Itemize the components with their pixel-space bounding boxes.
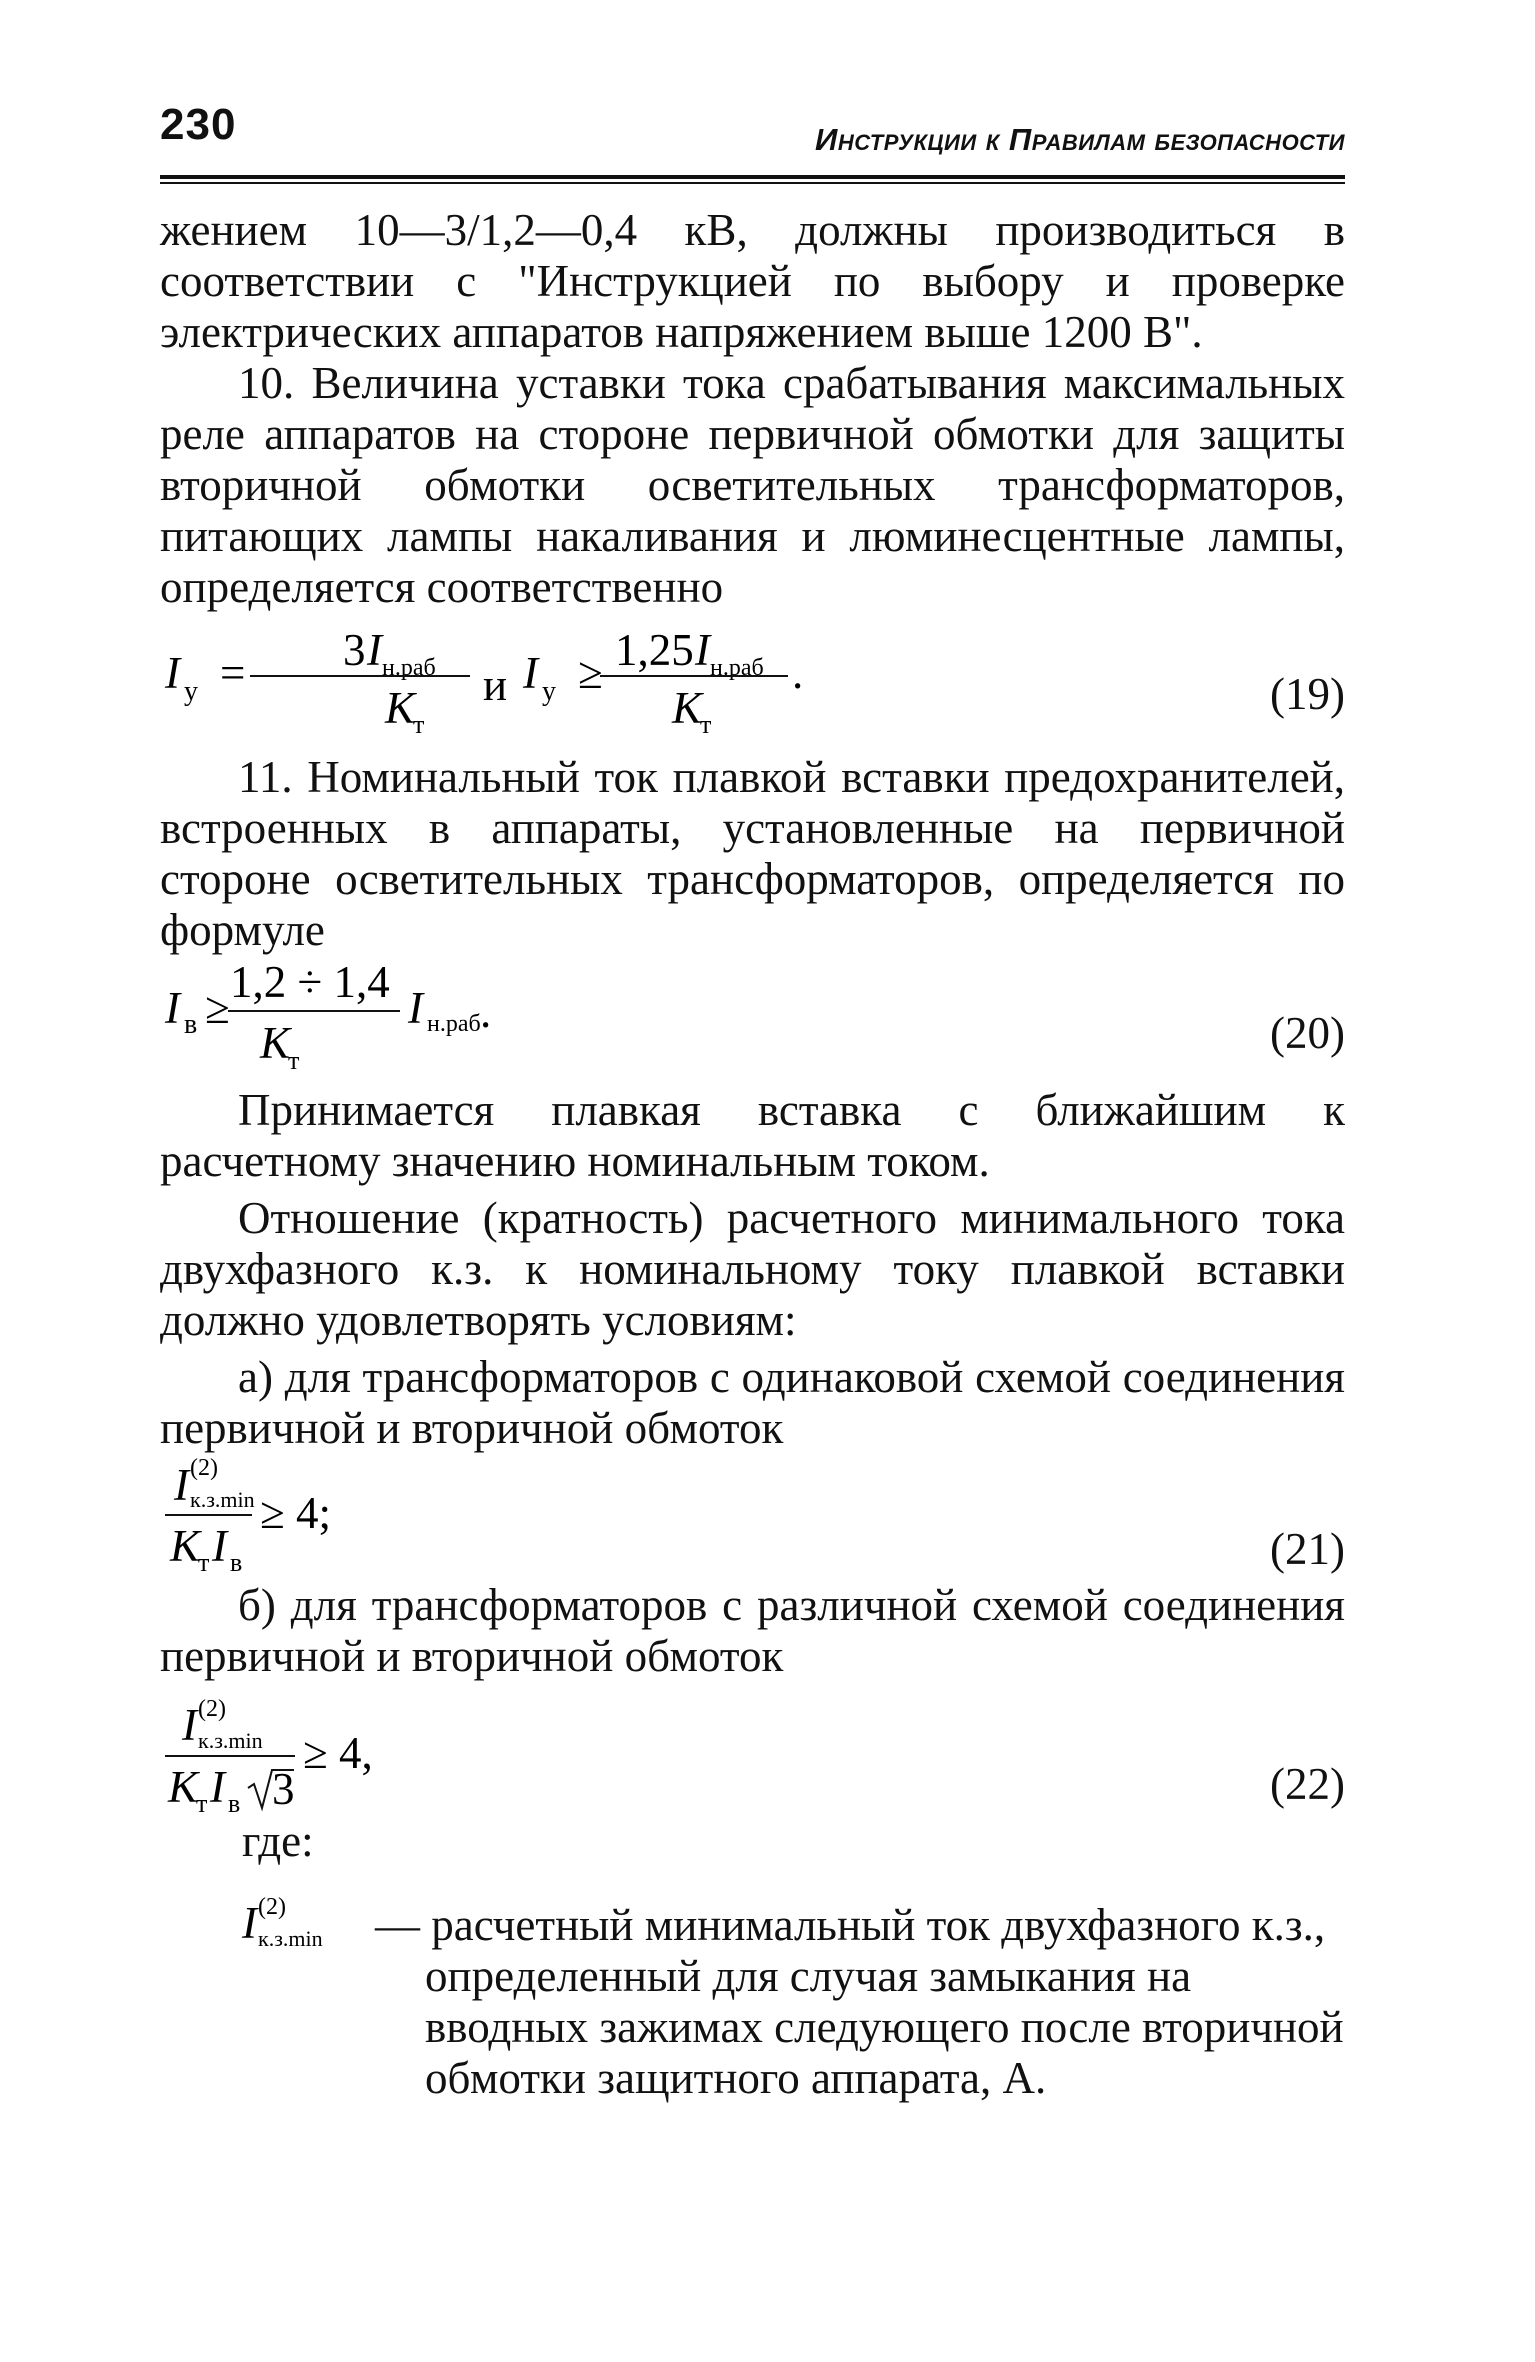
f19-lhs1-sub: у bbox=[184, 676, 198, 707]
header-rule bbox=[160, 175, 1345, 184]
where-label: где: bbox=[242, 1816, 314, 1866]
equation-number-19: (19) bbox=[1270, 669, 1345, 719]
formula-22 bbox=[160, 1690, 1345, 1818]
running-title: Инструкции к Правилам безопасности bbox=[815, 122, 1345, 157]
f20-rhs-sub: н.раб bbox=[427, 1011, 481, 1037]
paragraph-item-10: 10. Величина уставки тока срабатывания максимальных реле аппаратов на стороне первичной обмотки для защиты вторичной обмотки осветительных трансформаторов, питающих лампы накаливания и люминесцентные лампы, определяется соответственно bbox=[160, 358, 1345, 612]
paragraph-case-b: б) для трансформаторов с различной схемой соединения первичной и вторичной обмоток bbox=[160, 1580, 1345, 1681]
f19-num2-var: I bbox=[695, 625, 710, 675]
f19-num1-coef: 3 bbox=[343, 625, 366, 675]
f19-den1: K bbox=[385, 683, 416, 733]
f22-num-sub: к.з.min bbox=[198, 1728, 263, 1753]
formula-21 bbox=[160, 1445, 1345, 1577]
def-symbol-sup: (2) bbox=[258, 1894, 286, 1920]
f19-ge: ≥ bbox=[578, 648, 603, 698]
f20-rhs: I bbox=[408, 983, 423, 1033]
f21-den-i-sub: в bbox=[230, 1548, 243, 1577]
f21-num-var: I bbox=[174, 1460, 189, 1510]
page-number: 230 bbox=[160, 100, 237, 149]
definition-text: расчетный минимальный ток двухфазного к.з., определенный для случая замыкания на вводных зажимах следующего после вторичной обмотки защитного аппарата, А. bbox=[425, 1900, 1344, 2103]
definition-dash: — bbox=[375, 1900, 420, 1950]
formula-19 bbox=[160, 620, 1345, 739]
f22-num-sup: (2) bbox=[198, 1696, 226, 1722]
text-block-3 bbox=[160, 1085, 1345, 1454]
f22-den-i: I bbox=[210, 1762, 225, 1812]
equation-number-21: (21) bbox=[1270, 1524, 1345, 1574]
f19-num2-sub: н.раб bbox=[710, 655, 764, 681]
f20-num: 1,2 ÷ 1,4 bbox=[230, 957, 390, 1007]
f22-num-var: I bbox=[182, 1700, 197, 1750]
f19-eq: = bbox=[220, 648, 246, 698]
f20-den: K bbox=[260, 1018, 291, 1068]
paragraph-ratio: Отношение (кратность) расчетного минимального тока двухфазного к.з. к номинальному току плавкой вставки должно удовлетворять условиям: bbox=[160, 1193, 1345, 1345]
text-block-4 bbox=[160, 1580, 1345, 1682]
f19-den2: K bbox=[672, 683, 703, 733]
paragraph-continuation: жением 10—3/1,2—0,4 кВ, должны производиться в соответствии с "Инструкцией по выбору и проверке электрических аппаратов напряжением выше 1200 В". bbox=[160, 205, 1345, 357]
formula-21-svg bbox=[160, 1445, 1345, 1575]
f21-den-k: K bbox=[170, 1521, 201, 1571]
f20-ge: ≥ bbox=[205, 983, 230, 1033]
formula-22-svg bbox=[160, 1690, 1345, 1820]
f19-lhs2: I bbox=[523, 648, 538, 698]
formula-19-svg bbox=[160, 620, 1345, 739]
f22-rhs: ≥ 4, bbox=[303, 1728, 373, 1778]
f19-period: . bbox=[792, 648, 804, 698]
f20-den-sub: т bbox=[288, 1046, 300, 1075]
f19-den2-sub: т bbox=[700, 710, 712, 739]
text-block-2 bbox=[160, 752, 1345, 956]
paragraph-item-11: 11. Номинальный ток плавкой вставки предохранителей, встроенных в аппараты, установленные на первичной стороне осветительных трансформаторов, определяется по формуле bbox=[160, 752, 1345, 955]
f20-period: . bbox=[480, 987, 492, 1037]
f19-num2-coef: 1,25 bbox=[615, 625, 694, 675]
f19-lhs1: I bbox=[165, 648, 180, 698]
f20-lhs-sub: в bbox=[184, 1009, 198, 1040]
f20-lhs: I bbox=[165, 983, 180, 1033]
f22-den-k: K bbox=[168, 1762, 199, 1812]
def-symbol-sub: к.з.min bbox=[258, 1926, 323, 1951]
formula-20-svg bbox=[160, 955, 1345, 1075]
text-block-1 bbox=[160, 205, 1345, 613]
paragraph-accept: Принимается плавкая вставка с ближайшим к расчетному значению номинальным током. bbox=[160, 1085, 1345, 1186]
f21-den-k-sub: т bbox=[198, 1548, 210, 1577]
equation-number-22: (22) bbox=[1270, 1759, 1345, 1809]
f21-den-i: I bbox=[212, 1521, 227, 1571]
f19-lhs2-sub: у bbox=[542, 676, 556, 707]
definition-text-block bbox=[375, 1900, 1345, 2104]
paragraph-case-a: а) для трансформаторов с одинаковой схемой соединения первичной и вторичной обмоток bbox=[160, 1352, 1345, 1453]
f19-num1-var: I bbox=[367, 625, 382, 675]
f19-conj: и bbox=[483, 660, 508, 710]
f19-den1-sub: т bbox=[413, 710, 425, 739]
f22-den-k-sub: т bbox=[196, 1789, 208, 1818]
equation-number-20: (20) bbox=[1270, 1008, 1345, 1058]
formula-20 bbox=[160, 955, 1345, 1075]
f21-num-sup: (2) bbox=[190, 1455, 218, 1481]
f21-rhs: ≥ 4; bbox=[260, 1488, 331, 1538]
f22-den-i-sub: в bbox=[228, 1789, 241, 1818]
f19-num1-sub: н.раб bbox=[382, 655, 436, 681]
f22-den-root: 3 bbox=[272, 1764, 295, 1814]
f21-num-sub: к.з.min bbox=[190, 1487, 255, 1512]
def-symbol-var: I bbox=[242, 1898, 257, 1948]
